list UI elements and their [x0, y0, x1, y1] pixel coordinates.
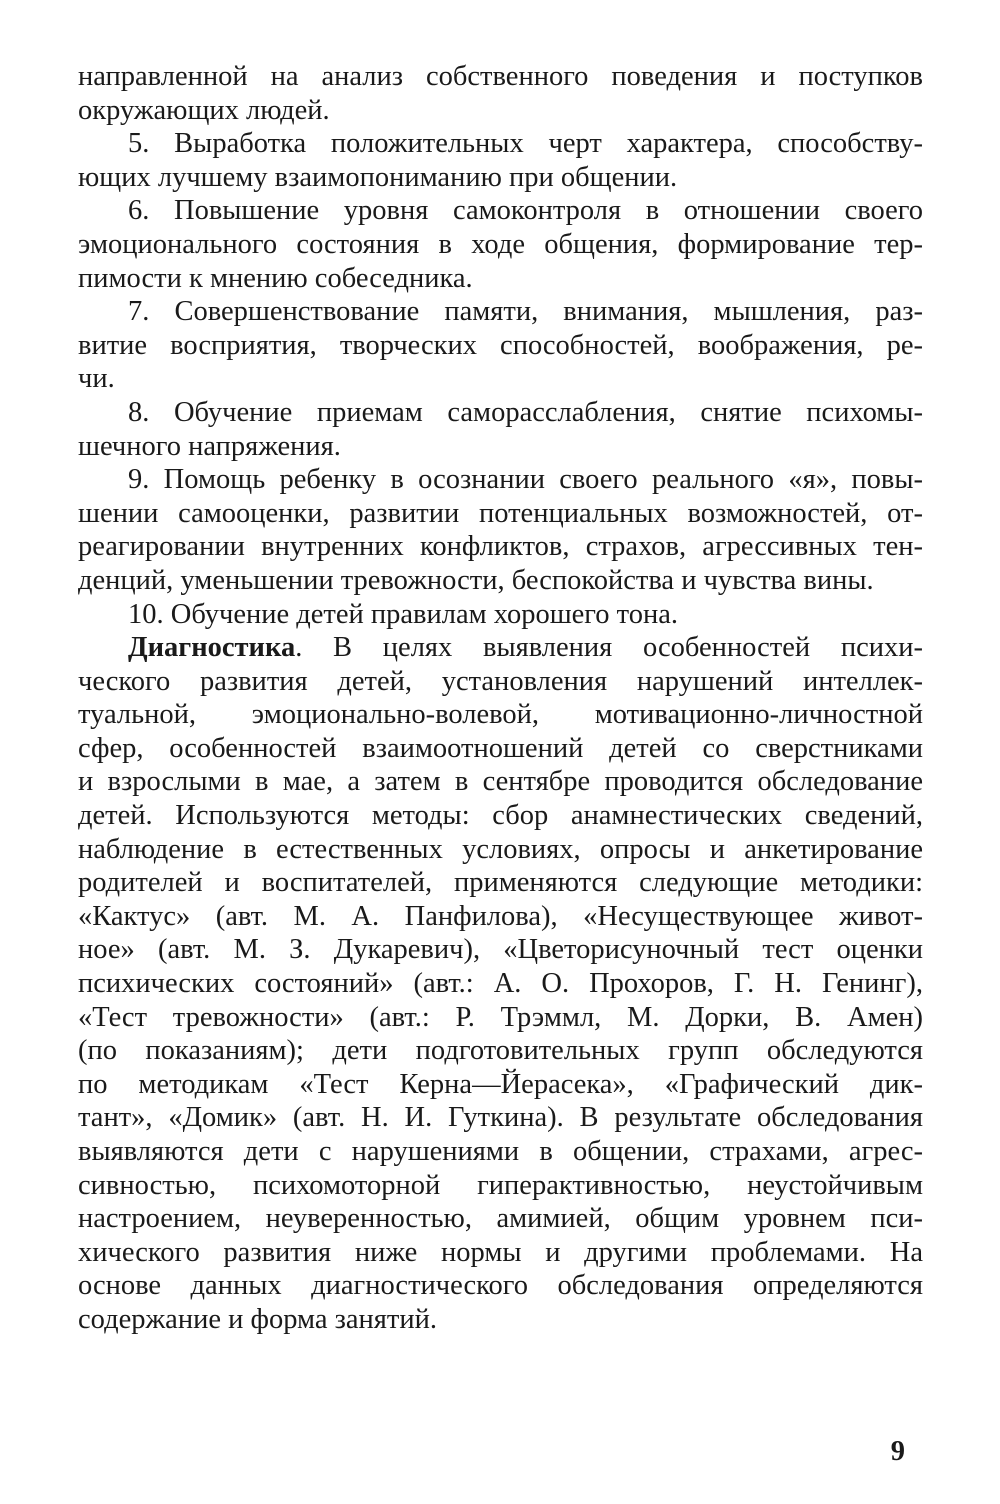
- line-text: чи.: [78, 363, 115, 395]
- line-text: пимости к мнению собеседника.: [78, 262, 473, 294]
- line-text: родителей и воспитателей, применяются следующие методики:: [78, 867, 923, 899]
- line-text: хического развития ниже нормы и другими проблемами. На: [78, 1236, 923, 1268]
- text-line: [78, 194, 923, 228]
- line-text: туальной, эмоционально-волевой, мотивационно-личностной: [78, 699, 923, 731]
- line-text: (по показаниям); дети подготовительных групп обследуются: [78, 1035, 923, 1067]
- line-text: 9. Помощь ребенку в осознании своего реального «я», повы-: [128, 464, 923, 496]
- section-heading: Диагностика: [128, 632, 296, 664]
- line-text: «Кактус» (авт. М. А. Панфилова), «Несуществующее живот-: [78, 900, 923, 932]
- line-text: тант», «Домик» (авт. Н. И. Гуткина). В результате обследования: [78, 1102, 923, 1134]
- text-line: [78, 698, 923, 732]
- line-text: витие восприятия, творческих способностей, воображения, ре-: [78, 329, 923, 361]
- text-line: [78, 1169, 923, 1203]
- text-line: [78, 60, 923, 94]
- line-text: реагировании внутренних конфликтов, страхов, агрессивных тен-: [78, 531, 923, 563]
- page-body: [78, 60, 923, 1337]
- text-line: [78, 732, 923, 766]
- line-text: направленной на анализ собственного поведения и поступков: [78, 61, 923, 92]
- line-text: окружающих людей.: [78, 94, 330, 126]
- page-number: 9: [890, 1436, 905, 1467]
- text-line: [78, 430, 923, 464]
- text-line: [78, 1135, 923, 1169]
- line-text: психических состояний» (авт.: А. О. Прохоров, Г. Н. Генинг),: [78, 968, 923, 1000]
- text-line: [78, 362, 923, 396]
- text-line: [78, 94, 923, 128]
- text-line: [78, 463, 923, 497]
- line-text: шении самооценки, развитии потенциальных возможностей, от-: [78, 497, 923, 529]
- text-line: [78, 1068, 923, 1102]
- text-line: [78, 1001, 923, 1035]
- line-text: 8. Обучение приемам саморасслабления, снятие психомы-: [128, 396, 923, 428]
- line-text: ческого развития детей, установления нарушений интеллек-: [78, 665, 923, 697]
- text-line: [78, 665, 923, 699]
- text-line: [78, 1202, 923, 1236]
- line-text: 7. Совершенствование памяти, внимания, мышления, раз-: [128, 296, 923, 328]
- line-text: 5. Выработка положительных черт характера, способству-: [128, 128, 923, 160]
- line-text: ное» (авт. М. З. Дукаревич), «Цветорисуночный тест оценки: [78, 934, 923, 966]
- line-text: содержание и форма занятий.: [78, 1303, 437, 1335]
- line-text: основе данных диагностического обследования определяются: [78, 1270, 923, 1302]
- text-line: [78, 598, 923, 632]
- line-text: 10. Обучение детей правилам хорошего тона.: [128, 598, 679, 630]
- text-line: [78, 1236, 923, 1270]
- line-text: и взрослыми в мае, а затем в сентябре проводится обследование: [78, 766, 923, 798]
- line-text: настроением, неуверенностью, амимией, общим уровнем пси-: [78, 1203, 923, 1235]
- text-line: [78, 329, 923, 363]
- line-text: эмоционального состояния в ходе общения, формирование тер-: [78, 228, 923, 260]
- text-line: [78, 161, 923, 195]
- text-line: [78, 967, 923, 1001]
- text-line: [78, 631, 923, 665]
- text-line: [78, 866, 923, 900]
- text-line: [78, 396, 923, 430]
- text-line: [78, 765, 923, 799]
- line-text: выявляются дети с нарушениями в общении, страхами, агрес-: [78, 1136, 923, 1167]
- line-text: сфер, особенностей взаимоотношений детей со сверстниками: [78, 732, 923, 764]
- line-text: денций, уменьшении тревожности, беспокойства и чувства вины.: [78, 564, 874, 596]
- line-text: шечного напряжения.: [78, 430, 341, 462]
- text-line: [78, 497, 923, 531]
- text-line: [78, 1303, 923, 1337]
- text-line: [78, 900, 923, 934]
- line-text: 6. Повышение уровня самоконтроля в отношении своего: [128, 195, 923, 227]
- line-text: детей. Используются методы: сбор анамнестических сведений,: [78, 800, 923, 832]
- text-line: [78, 1101, 923, 1135]
- text-line: [78, 262, 923, 296]
- text-line: [78, 127, 923, 161]
- text-line: [78, 1034, 923, 1068]
- line-text: по методикам «Тест Керна—Йерасека», «Графический дик-: [78, 1068, 923, 1100]
- line-text: «Тест тревожности» (авт.: Р. Трэммл, М. Дорки, В. Амен): [78, 1001, 923, 1033]
- text-line: [78, 799, 923, 833]
- line-text: ющих лучшему взаимопониманию при общении.: [78, 161, 678, 193]
- text-line: [78, 833, 923, 867]
- line-text: наблюдение в естественных условиях, опросы и анкетирование: [78, 833, 923, 865]
- text-line: [78, 564, 923, 598]
- line-text: сивностью, психомоторной гиперактивностью, неустойчивым: [78, 1169, 923, 1201]
- text-line: [78, 228, 923, 262]
- text-line: [78, 933, 923, 967]
- text-line: [78, 530, 923, 564]
- line-text: . В целях выявления особенностей психи-: [295, 632, 923, 664]
- text-line: [78, 1269, 923, 1303]
- text-line: [78, 295, 923, 329]
